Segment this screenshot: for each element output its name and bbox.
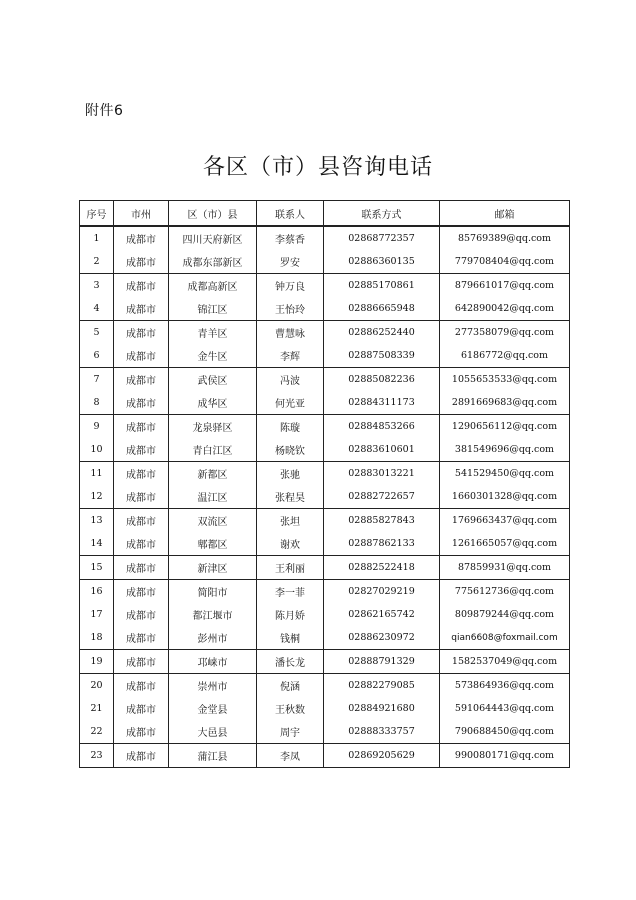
row-email: 1769663437@qq.com bbox=[440, 509, 570, 533]
row-district: 温江区 bbox=[169, 485, 257, 509]
row-contact: 潘长龙 bbox=[257, 650, 324, 674]
table-row bbox=[80, 297, 570, 321]
row-district: 蒲江县 bbox=[169, 744, 257, 768]
table-row bbox=[80, 603, 570, 626]
row-district: 青羊区 bbox=[169, 321, 257, 345]
header-contact: 联系人 bbox=[257, 201, 324, 227]
row-email: 1261665057@qq.com bbox=[440, 532, 570, 556]
row-email: 790688450@qq.com bbox=[440, 720, 570, 744]
table-row bbox=[80, 556, 570, 580]
row-city: 成都市 bbox=[114, 556, 169, 580]
header-phone: 联系方式 bbox=[324, 201, 440, 227]
row-district: 新津区 bbox=[169, 556, 257, 580]
table-row bbox=[80, 391, 570, 415]
attachment-label: 附件6 bbox=[85, 103, 124, 119]
row-email: 87859931@qq.com bbox=[440, 556, 570, 580]
row-district: 彭州市 bbox=[169, 626, 257, 650]
row-city: 成都市 bbox=[114, 438, 169, 462]
row-district: 简阳市 bbox=[169, 580, 257, 604]
row-district: 崇州市 bbox=[169, 674, 257, 698]
header-district: 区（市）县 bbox=[169, 201, 257, 227]
row-city: 成都市 bbox=[114, 344, 169, 368]
row-contact: 冯波 bbox=[257, 368, 324, 392]
row-city: 成都市 bbox=[114, 674, 169, 698]
row-city: 成都市 bbox=[114, 226, 169, 250]
table-row bbox=[80, 368, 570, 392]
row-district: 金堂县 bbox=[169, 697, 257, 720]
row-number: 22 bbox=[80, 720, 114, 744]
table-row bbox=[80, 415, 570, 439]
row-city: 成都市 bbox=[114, 462, 169, 486]
row-contact: 曹慧咏 bbox=[257, 321, 324, 345]
row-phone: 02883013221 bbox=[324, 462, 440, 486]
table-row bbox=[80, 532, 570, 556]
row-district: 青白江区 bbox=[169, 438, 257, 462]
row-contact: 杨晓钦 bbox=[257, 438, 324, 462]
row-number: 18 bbox=[80, 626, 114, 650]
row-city: 成都市 bbox=[114, 391, 169, 415]
row-number: 10 bbox=[80, 438, 114, 462]
table-row bbox=[80, 509, 570, 533]
row-phone: 02869205629 bbox=[324, 744, 440, 768]
row-city: 成都市 bbox=[114, 650, 169, 674]
row-city: 成都市 bbox=[114, 532, 169, 556]
row-phone: 02882279085 bbox=[324, 674, 440, 698]
row-district: 邛崃市 bbox=[169, 650, 257, 674]
row-district: 都江堰市 bbox=[169, 603, 257, 626]
row-phone: 02886665948 bbox=[324, 297, 440, 321]
header-no: 序号 bbox=[80, 201, 114, 227]
row-email: 1660301328@qq.com bbox=[440, 485, 570, 509]
row-email: 1055653533@qq.com bbox=[440, 368, 570, 392]
row-email: 775612736@qq.com bbox=[440, 580, 570, 604]
row-city: 成都市 bbox=[114, 368, 169, 392]
row-district: 锦江区 bbox=[169, 297, 257, 321]
table-row bbox=[80, 250, 570, 274]
row-phone: 02883610601 bbox=[324, 438, 440, 462]
row-district: 四川天府新区 bbox=[169, 226, 257, 250]
row-contact: 谢欢 bbox=[257, 532, 324, 556]
row-contact: 陈璇 bbox=[257, 415, 324, 439]
row-number: 15 bbox=[80, 556, 114, 580]
table-row bbox=[80, 485, 570, 509]
contact-table bbox=[79, 200, 570, 768]
table-row bbox=[80, 321, 570, 345]
row-phone: 02888333757 bbox=[324, 720, 440, 744]
row-number: 16 bbox=[80, 580, 114, 604]
table-row bbox=[80, 462, 570, 486]
table-row bbox=[80, 226, 570, 250]
row-email: 1290656112@qq.com bbox=[440, 415, 570, 439]
row-number: 19 bbox=[80, 650, 114, 674]
row-number: 5 bbox=[80, 321, 114, 345]
row-city: 成都市 bbox=[114, 720, 169, 744]
row-city: 成都市 bbox=[114, 274, 169, 298]
row-phone: 02885082236 bbox=[324, 368, 440, 392]
row-contact: 何光亚 bbox=[257, 391, 324, 415]
row-phone: 02884311173 bbox=[324, 391, 440, 415]
row-contact: 李辉 bbox=[257, 344, 324, 368]
row-contact: 周宇 bbox=[257, 720, 324, 744]
row-phone: 02868772357 bbox=[324, 226, 440, 250]
header-email: 邮箱 bbox=[440, 201, 570, 227]
row-district: 大邑县 bbox=[169, 720, 257, 744]
row-number: 11 bbox=[80, 462, 114, 486]
table-row bbox=[80, 744, 570, 768]
row-email: 85769389@qq.com bbox=[440, 226, 570, 250]
table-row bbox=[80, 674, 570, 698]
row-district: 新都区 bbox=[169, 462, 257, 486]
table-row bbox=[80, 697, 570, 720]
row-district: 龙泉驿区 bbox=[169, 415, 257, 439]
row-phone: 02884853266 bbox=[324, 415, 440, 439]
row-email: 2891669683@qq.com bbox=[440, 391, 570, 415]
row-contact: 王怡玲 bbox=[257, 297, 324, 321]
row-contact: 钟万良 bbox=[257, 274, 324, 298]
row-phone: 02882722657 bbox=[324, 485, 440, 509]
row-district: 双流区 bbox=[169, 509, 257, 533]
row-city: 成都市 bbox=[114, 415, 169, 439]
table-row bbox=[80, 344, 570, 368]
row-number: 8 bbox=[80, 391, 114, 415]
row-phone: 02882522418 bbox=[324, 556, 440, 580]
row-number: 14 bbox=[80, 532, 114, 556]
row-phone: 02862165742 bbox=[324, 603, 440, 626]
row-city: 成都市 bbox=[114, 485, 169, 509]
row-district: 成华区 bbox=[169, 391, 257, 415]
page-title: 各区（市）县咨询电话 bbox=[202, 155, 433, 180]
row-phone: 02887862133 bbox=[324, 532, 440, 556]
row-number: 13 bbox=[80, 509, 114, 533]
row-number: 21 bbox=[80, 697, 114, 720]
row-phone: 02886230972 bbox=[324, 626, 440, 650]
row-email: 591064443@qq.com bbox=[440, 697, 570, 720]
row-city: 成都市 bbox=[114, 626, 169, 650]
row-contact: 王秋数 bbox=[257, 697, 324, 720]
row-phone: 02886252440 bbox=[324, 321, 440, 345]
table-row bbox=[80, 650, 570, 674]
row-email: 277358079@qq.com bbox=[440, 321, 570, 345]
row-district: 成都东部新区 bbox=[169, 250, 257, 274]
row-phone: 02886360135 bbox=[324, 250, 440, 274]
row-number: 17 bbox=[80, 603, 114, 626]
row-city: 成都市 bbox=[114, 509, 169, 533]
row-email: 541529450@qq.com bbox=[440, 462, 570, 486]
row-contact: 罗安 bbox=[257, 250, 324, 274]
row-email: 779708404@qq.com bbox=[440, 250, 570, 274]
row-city: 成都市 bbox=[114, 697, 169, 720]
row-number: 20 bbox=[80, 674, 114, 698]
row-district: 成都高新区 bbox=[169, 274, 257, 298]
row-contact: 陈月娇 bbox=[257, 603, 324, 626]
row-email: 573864936@qq.com bbox=[440, 674, 570, 698]
row-number: 4 bbox=[80, 297, 114, 321]
row-email: 879661017@qq.com bbox=[440, 274, 570, 298]
row-contact: 倪涵 bbox=[257, 674, 324, 698]
row-number: 7 bbox=[80, 368, 114, 392]
table-body bbox=[80, 226, 570, 768]
row-contact: 钱桐 bbox=[257, 626, 324, 650]
row-contact: 张程昊 bbox=[257, 485, 324, 509]
table-row bbox=[80, 274, 570, 298]
row-city: 成都市 bbox=[114, 603, 169, 626]
row-contact: 王利丽 bbox=[257, 556, 324, 580]
row-city: 成都市 bbox=[114, 297, 169, 321]
row-email: qian6608@foxmail.com bbox=[440, 626, 570, 650]
row-city: 成都市 bbox=[114, 580, 169, 604]
row-number: 3 bbox=[80, 274, 114, 298]
row-city: 成都市 bbox=[114, 321, 169, 345]
row-number: 2 bbox=[80, 250, 114, 274]
table-row bbox=[80, 626, 570, 650]
row-phone: 02888791329 bbox=[324, 650, 440, 674]
row-contact: 张坦 bbox=[257, 509, 324, 533]
row-contact: 李凤 bbox=[257, 744, 324, 768]
row-district: 郫都区 bbox=[169, 532, 257, 556]
row-email: 990080171@qq.com bbox=[440, 744, 570, 768]
row-district: 金牛区 bbox=[169, 344, 257, 368]
row-number: 23 bbox=[80, 744, 114, 768]
row-email: 1582537049@qq.com bbox=[440, 650, 570, 674]
row-phone: 02885827843 bbox=[324, 509, 440, 533]
table-header-row bbox=[80, 201, 570, 227]
row-contact: 张驰 bbox=[257, 462, 324, 486]
row-email: 642890042@qq.com bbox=[440, 297, 570, 321]
row-email: 809879244@qq.com bbox=[440, 603, 570, 626]
row-contact: 李一菲 bbox=[257, 580, 324, 604]
row-phone: 02884921680 bbox=[324, 697, 440, 720]
row-number: 6 bbox=[80, 344, 114, 368]
row-city: 成都市 bbox=[114, 744, 169, 768]
row-phone: 02827029219 bbox=[324, 580, 440, 604]
row-phone: 02887508339 bbox=[324, 344, 440, 368]
table-row bbox=[80, 438, 570, 462]
row-city: 成都市 bbox=[114, 250, 169, 274]
row-number: 12 bbox=[80, 485, 114, 509]
table-row bbox=[80, 580, 570, 604]
table-row bbox=[80, 720, 570, 744]
row-number: 9 bbox=[80, 415, 114, 439]
row-contact: 李蔡香 bbox=[257, 226, 324, 250]
row-email: 381549696@qq.com bbox=[440, 438, 570, 462]
row-phone: 02885170861 bbox=[324, 274, 440, 298]
row-district: 武侯区 bbox=[169, 368, 257, 392]
row-number: 1 bbox=[80, 226, 114, 250]
header-city: 市州 bbox=[114, 201, 169, 227]
row-email: 6186772@qq.com bbox=[440, 344, 570, 368]
